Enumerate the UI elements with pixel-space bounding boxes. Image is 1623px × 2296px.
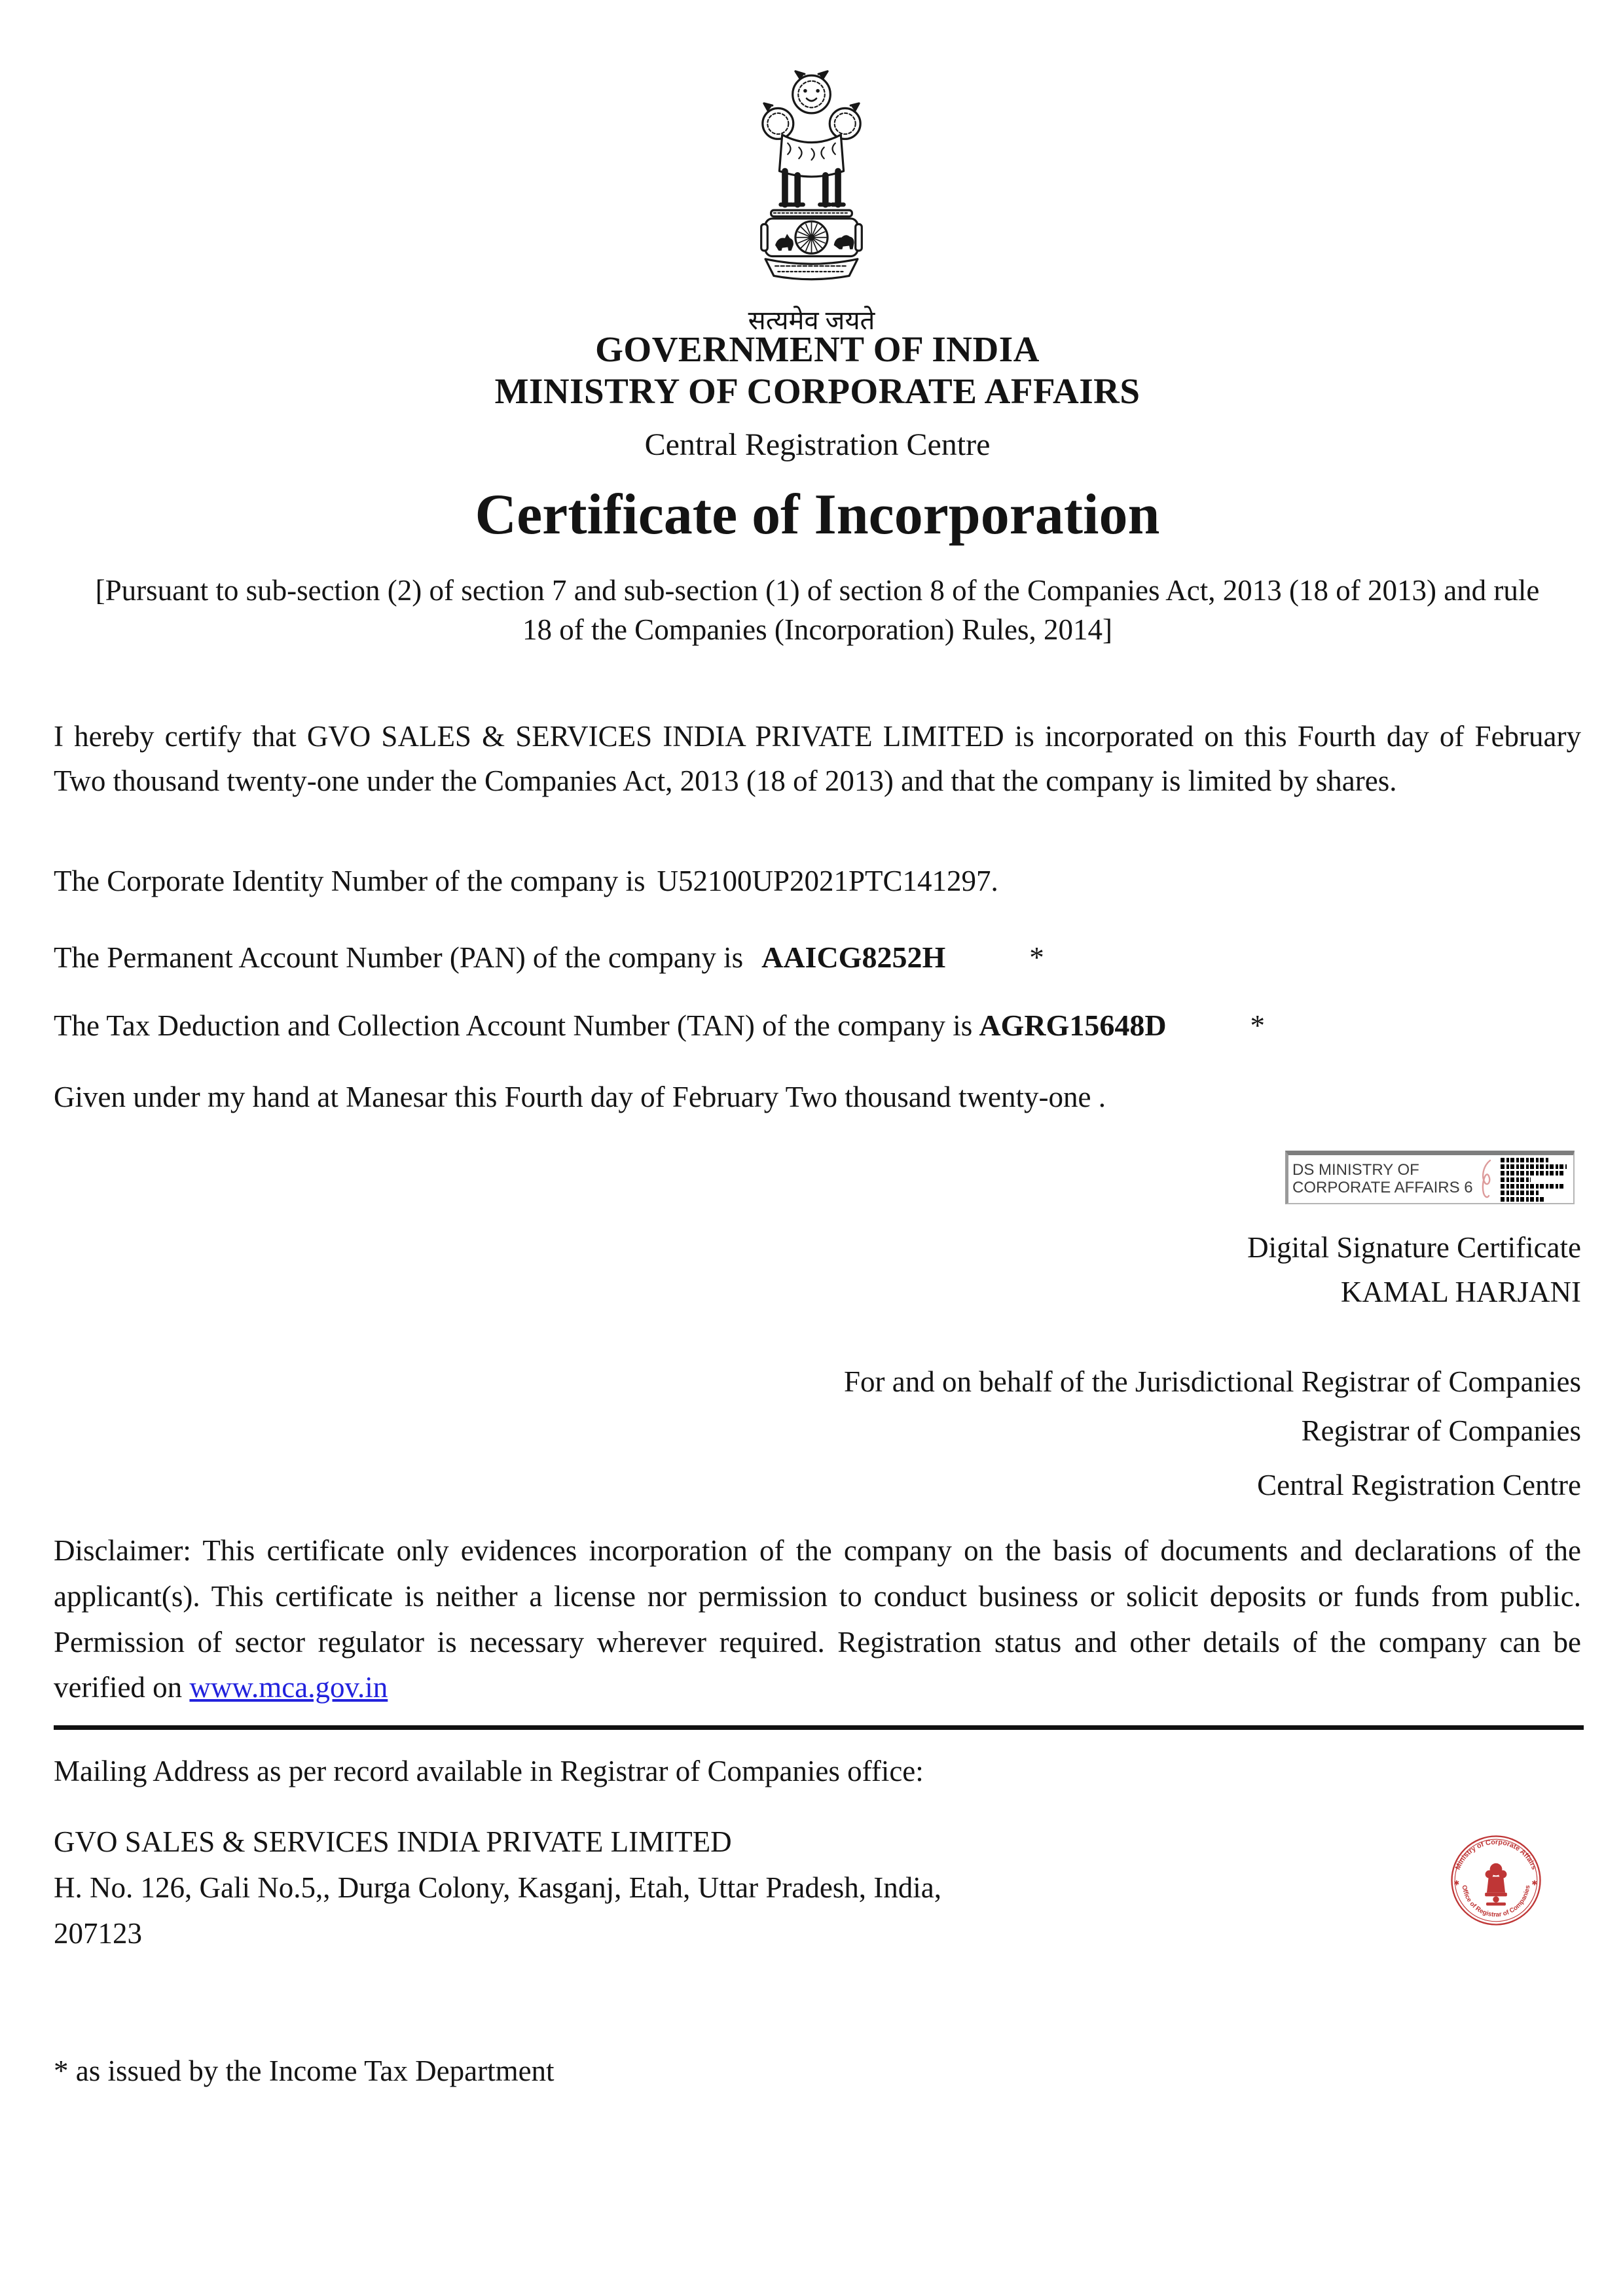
given-under-hand-line: Given under my hand at Manesar this Fourth day of February Two thousand twenty-one . bbox=[54, 1081, 1106, 1113]
mailing-address-line: H. No. 126, Gali No.5,, Durga Colony, Kasganj, Etah, Uttar Pradesh, India, bbox=[54, 1871, 942, 1904]
disclaimer-paragraph bbox=[54, 1528, 1581, 1711]
cin-value: U52100UP2021PTC141297. bbox=[657, 865, 998, 897]
seal-right-star: ✱ bbox=[1531, 1880, 1538, 1888]
mailing-address-heading: Mailing Address as per record available in Registrar of Companies office: bbox=[54, 1755, 924, 1787]
pursuant-clause: [Pursuant to sub-section (2) of section 7 and sub-section (1) of section 8 of the Companies Act, 2013 (18 of 2013) and rule 18 of the Companies (Incorporation) Rules, 2014] bbox=[95, 574, 1540, 647]
emblem-block bbox=[0, 62, 1623, 337]
mailing-pincode: 207123 bbox=[54, 1917, 142, 1950]
tan-line bbox=[54, 1008, 1581, 1043]
footnote: * as issued by the Income Tax Department bbox=[54, 2054, 555, 2087]
ds-box-label-line1: DS MINISTRY OF bbox=[1292, 1160, 1419, 1179]
mailing-company-name: GVO SALES & SERVICES INDIA PRIVATE LIMITED bbox=[54, 1825, 732, 1858]
certify-paragraph: I hereby certify that GVO SALES & SERVICES INDIA PRIVATE LIMITED is incorporated on this Fourth day of February Two thousand twenty-one under the Companies Act, 2013 (18 of 2013) and that the company is limited by shares. bbox=[54, 720, 1581, 797]
signature-details-illegible bbox=[1501, 1155, 1573, 1204]
registrar-seal bbox=[1447, 1831, 1545, 1929]
page-title: Certificate of Incorporation bbox=[475, 483, 1160, 547]
government-heading: GOVERNMENT OF INDIA bbox=[595, 329, 1040, 369]
registrar-line: Registrar of Companies bbox=[1301, 1414, 1581, 1447]
ds-box-label-line2: CORPORATE AFFAIRS 6 bbox=[1292, 1178, 1473, 1196]
ds-box-label bbox=[1288, 1162, 1473, 1197]
cin-line bbox=[54, 864, 1581, 898]
pan-line bbox=[54, 940, 1581, 975]
registrar-seal-icon bbox=[1447, 1831, 1545, 1929]
dsc-caption: Digital Signature Certificate bbox=[1247, 1231, 1581, 1264]
tan-value: AGRG15648D bbox=[979, 1009, 1167, 1042]
on-behalf-line: For and on behalf of the Jurisdictional Registrar of Companies bbox=[843, 1365, 1581, 1398]
centre-heading: Central Registration Centre bbox=[644, 427, 991, 462]
pan-label: The Permanent Account Number (PAN) of the company is bbox=[54, 941, 744, 974]
pan-value: AAICG8252H bbox=[761, 941, 946, 974]
mca-website-link[interactable]: www.mca.gov.in bbox=[189, 1671, 388, 1704]
signature-flourish-icon bbox=[1474, 1157, 1501, 1202]
seal-left-star: ✱ bbox=[1453, 1880, 1459, 1888]
tan-label: The Tax Deduction and Collection Account Number (TAN) of the company is bbox=[54, 1009, 973, 1042]
centre-line: Central Registration Centre bbox=[1257, 1469, 1581, 1501]
ministry-heading: MINISTRY OF CORPORATE AFFAIRS bbox=[494, 371, 1140, 411]
disclaimer-text: Disclaimer: This certificate only evidences incorporation of the company on the basis of documents and declarations of the applicant(s). This certificate is neither a license nor permission to conduct business or solicit deposits or funds from public. Permission of sector regulator is necessary wherever required. Registration status and other details of the company can be verified on bbox=[54, 1534, 1581, 1704]
seal-center-emblem bbox=[1485, 1863, 1507, 1906]
digital-signature-box bbox=[1285, 1151, 1575, 1204]
emblem-motto: सत्यमेव जयते bbox=[748, 306, 875, 335]
tan-asterisk: * bbox=[1250, 1009, 1266, 1042]
national-emblem-icon bbox=[741, 62, 882, 293]
seal-top-text: Ministry of Corporate Affairs bbox=[1453, 1838, 1539, 1871]
seal-bottom-text: Office of Registrar of Companies bbox=[1460, 1884, 1532, 1919]
section-divider bbox=[54, 1725, 1584, 1730]
pan-asterisk: * bbox=[1029, 941, 1044, 974]
signatory-name: KAMAL HARJANI bbox=[1340, 1276, 1581, 1308]
cin-label: The Corporate Identity Number of the company is bbox=[54, 865, 646, 897]
